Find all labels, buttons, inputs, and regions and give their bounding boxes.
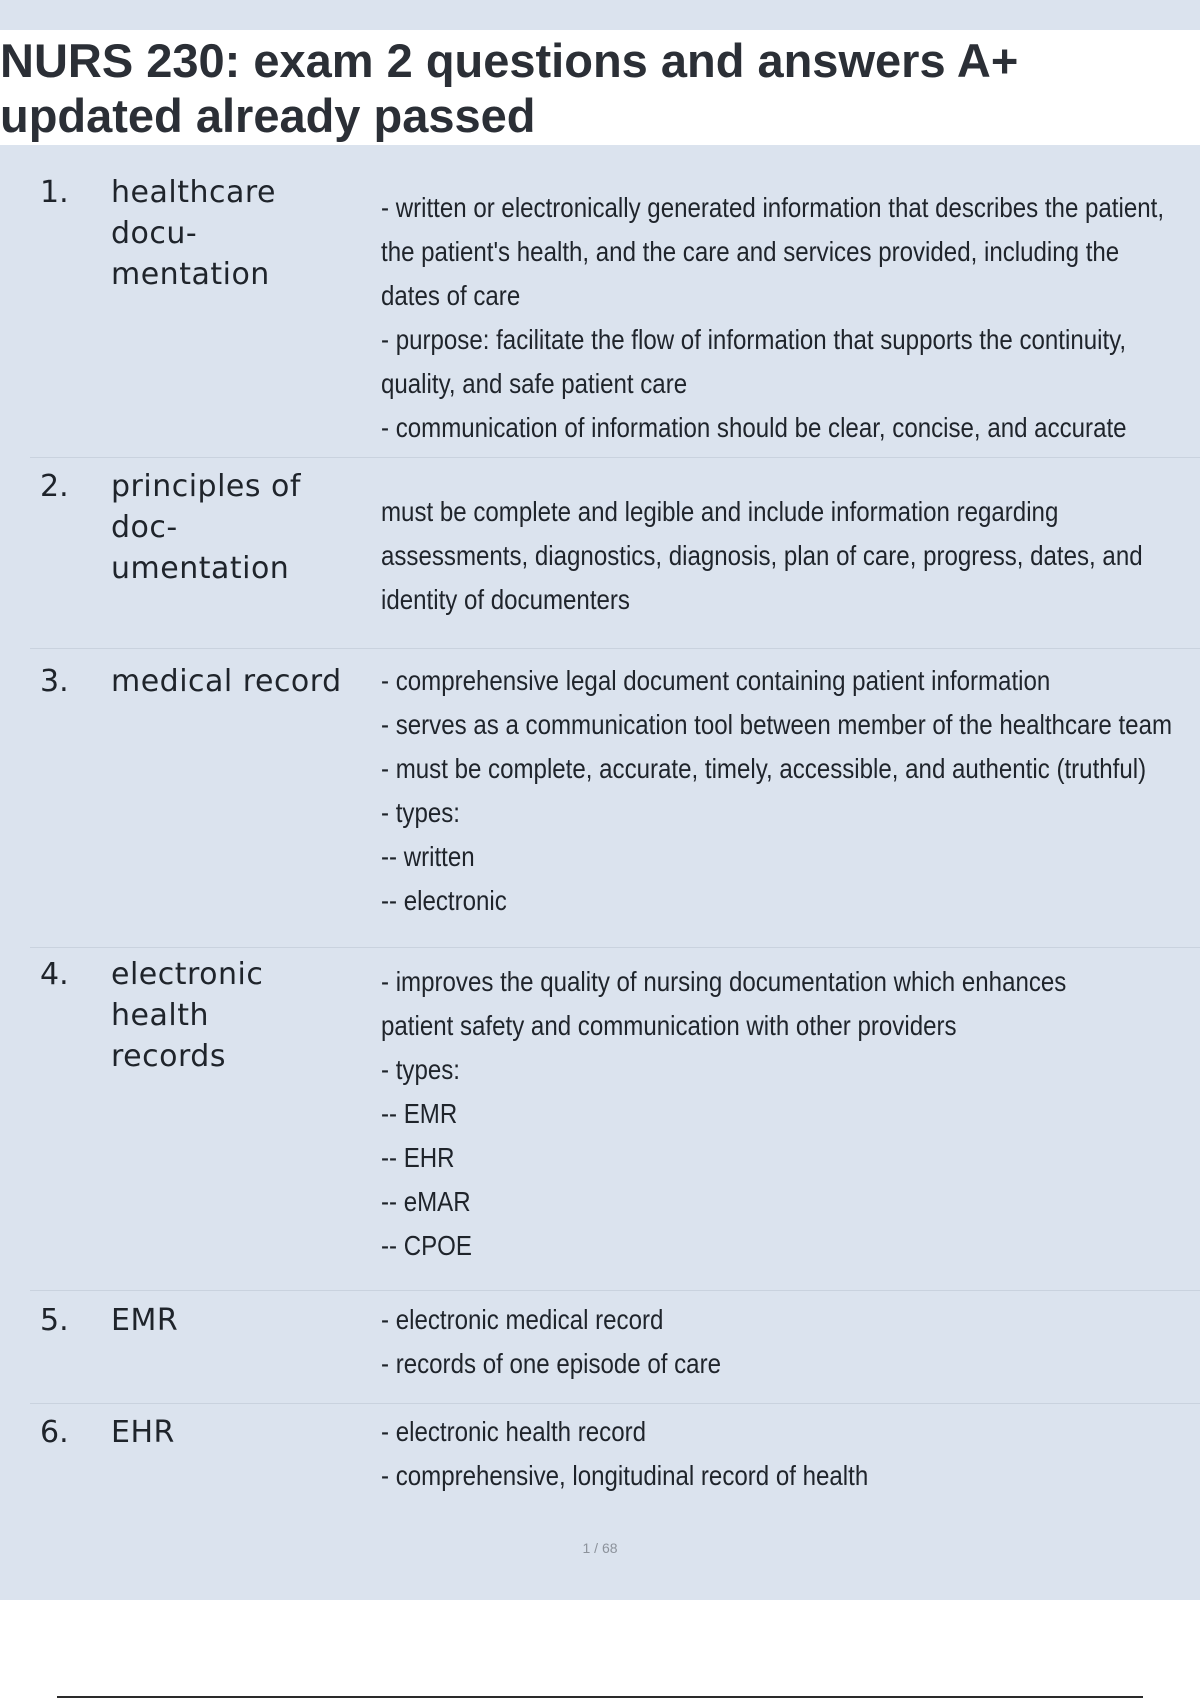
definition-line: identity of documenters <box>381 584 630 615</box>
definition-line: -- electronic <box>381 885 507 916</box>
definition-line: - electronic health record <box>381 1416 647 1447</box>
row-definition <box>381 960 1103 1268</box>
row-number: 4. <box>40 957 69 992</box>
flashcard-list <box>0 145 1200 1600</box>
definition-line: -- EMR <box>381 1098 458 1129</box>
definition-line: - improves the quality of nursing documentation which enhances <box>381 966 1067 997</box>
definition-line: - purpose: facilitate the flow of information that supports the continuity, <box>381 324 1127 355</box>
definition-line: - records of one episode of care <box>381 1348 721 1379</box>
definition-line: - written or electronically generated information that describes the patient, <box>381 192 1165 223</box>
table-row <box>30 175 1200 443</box>
row-definition <box>381 659 1173 923</box>
row-term: medical record <box>111 664 342 699</box>
definition-line: -- CPOE <box>381 1230 472 1261</box>
definition-line: dates of care <box>381 280 521 311</box>
row-number: 6. <box>40 1415 69 1450</box>
row-term: EMR <box>111 1303 179 1338</box>
definition-line: quality, and safe patient care <box>381 368 688 399</box>
table-row <box>30 947 1200 1290</box>
table-row <box>30 648 1200 947</box>
row-number: 2. <box>40 469 69 504</box>
divider <box>57 1696 1143 1698</box>
definition-line: -- eMAR <box>381 1186 471 1217</box>
definition-line: - communication of information should be clear, concise, and accurate <box>381 412 1127 443</box>
definition-line: - electronic medical record <box>381 1304 664 1335</box>
definition-line: - types: <box>381 1054 460 1085</box>
definition-line: must be complete and legible and include information regarding <box>381 496 1059 527</box>
page-number: 1 / 68 <box>582 1540 618 1556</box>
definition-line: -- written <box>381 841 475 872</box>
row-definition <box>381 186 1165 450</box>
definition-line: the patient's health, and the care and services provided, including the <box>381 236 1120 267</box>
definition-line: - types: <box>381 797 460 828</box>
definition-line: - serves as a communication tool between member of the healthcare team <box>381 709 1173 740</box>
row-number: 5. <box>40 1303 69 1338</box>
row-term: electronic health records <box>111 957 264 1074</box>
definition-line: -- EHR <box>381 1142 455 1173</box>
table-row <box>30 1403 1200 1514</box>
row-number: 3. <box>40 664 69 699</box>
row-definition <box>381 490 1143 622</box>
definition-line: - comprehensive, longitudinal record of health <box>381 1460 869 1491</box>
table-row <box>30 457 1200 648</box>
row-term: principles of doc- umentation <box>111 469 301 586</box>
definition-line: patient safety and communication with other providers <box>381 1010 957 1041</box>
table-row <box>30 1290 1200 1403</box>
definition-line: assessments, diagnostics, diagnosis, plan of care, progress, dates, and <box>381 540 1143 571</box>
document-title: NURS 230: exam 2 questions and answers A+ updated already passed <box>0 34 1019 142</box>
row-definition <box>381 1410 1103 1498</box>
row-term: healthcare docu- mentation <box>111 175 276 292</box>
definition-line: - comprehensive legal document containing patient information <box>381 665 1051 696</box>
top-band <box>0 0 1200 30</box>
definition-line: - must be complete, accurate, timely, accessible, and authentic (truthful) <box>381 753 1147 784</box>
row-definition <box>381 1298 1103 1386</box>
row-term: EHR <box>111 1415 175 1450</box>
row-number: 1. <box>40 175 69 210</box>
